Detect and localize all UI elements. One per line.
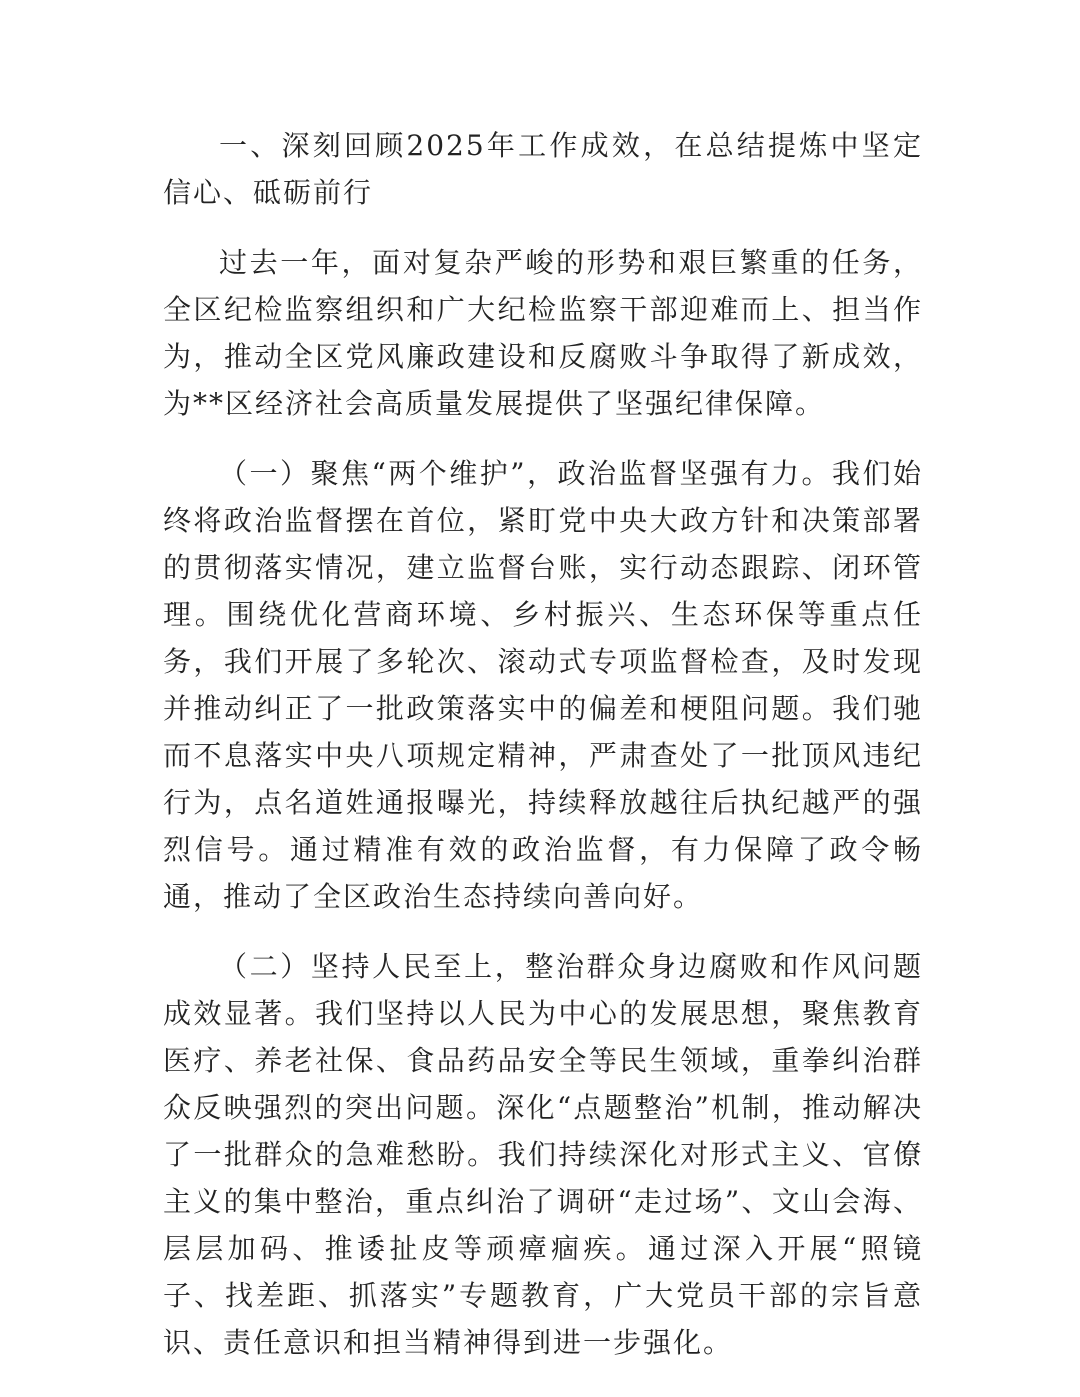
document-body (163, 122, 923, 1366)
paragraph-overview: 过去一年，面对复杂严峻的形势和艰巨繁重的任务，全区纪检监察组织和广大纪检监察干部迎难而上、担当作为，推动全区党风廉政建设和反腐败斗争取得了新成效，为**区经济社会高质量发展提供了坚强纪律保障。 (163, 246, 923, 420)
paragraph-people-first: （二）坚持人民至上，整治群众身边腐败和作风问题成效显著。我们坚持以人民为中心的发展思想，聚焦教育医疗、养老社保、食品药品安全等民生领域，重拳纠治群众反映强烈的突出问题。深化“点题整治”机制，推动解决了一批群众的急难愁盼。我们持续深化对形式主义、官僚主义的集中整治，重点纠治了调研“走过场”、文山会海、层层加码、推诿扯皮等顽瘴痼疾。通过深入开展“照镜子、找差距、抓落实”专题教育，广大党员干部的宗旨意识、责任意识和担当精神得到进一步强化。 (163, 950, 923, 1359)
paragraph-political-supervision: （一）聚焦“两个维护”，政治监督坚强有力。我们始终将政治监督摆在首位，紧盯党中央大政方针和决策部署的贯彻落实情况，建立监督台账，实行动态跟踪、闭环管理。围绕优化营商环境、乡村振兴、生态环保等重点任务，我们开展了多轮次、滚动式专项监督检查，及时发现并推动纠正了一批政策落实中的偏差和梗阻问题。我们驰而不息落实中央八项规定精神，严肃查处了一批顶风违纪行为，点名道姓通报曝光，持续释放越往后执纪越严的强烈信号。通过精准有效的政治监督，有力保障了政令畅通，推动了全区政治生态持续向善向好。 (163, 457, 923, 913)
section-heading: 一、深刻回顾2025年工作成效，在总结提炼中坚定信心、砥砺前行 (163, 129, 923, 209)
